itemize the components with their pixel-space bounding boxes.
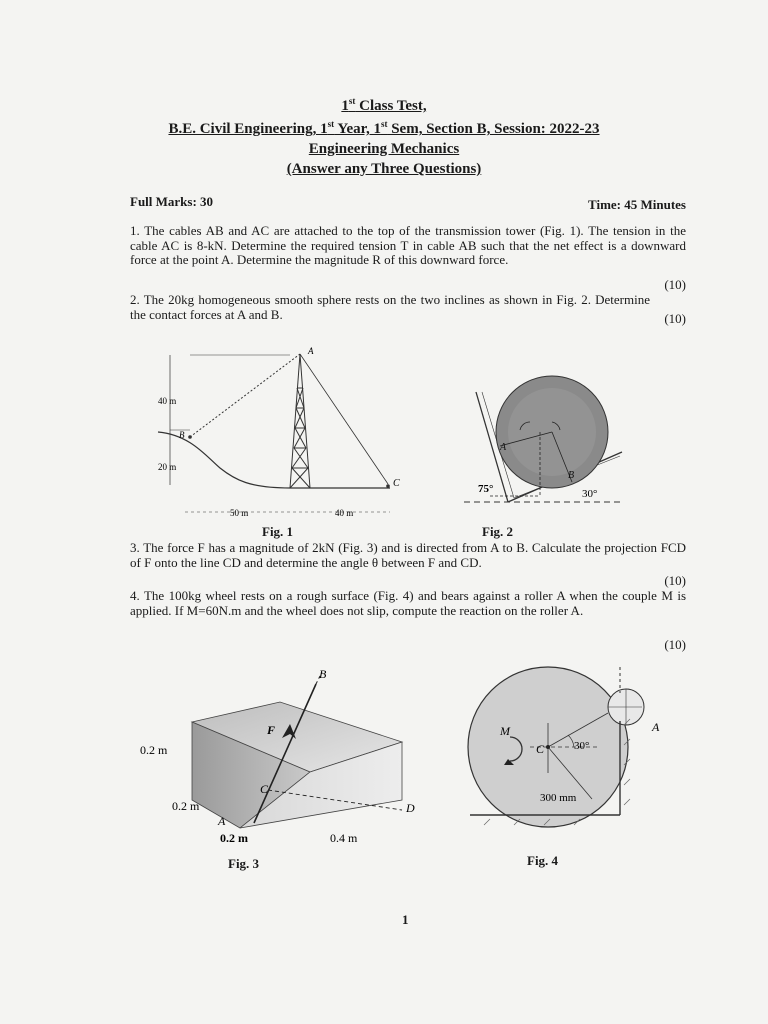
- fig3-label-width: 0.2 m: [220, 831, 248, 845]
- time-allowed: Time: 45 Minutes: [588, 197, 686, 212]
- fig4-label-30deg: 30°: [574, 740, 590, 752]
- course-line: B.E. Civil Engineering, 1st Year, 1st Sem, Section B, Session: 2022-23: [168, 119, 600, 137]
- question-4: 4. The 100kg wheel rests on a rough surface (Fig. 4) and bears against a roller A when the couple M is applied. If M=60N.m and the wheel does not slip, compute the reaction on the roller A.: [130, 588, 687, 618]
- fig4-caption: Fig. 4: [527, 853, 559, 868]
- fig2-label-75deg: 75°: [478, 483, 494, 495]
- fig4-label-a: A: [652, 720, 660, 734]
- fig1-tower-diagram: [150, 340, 410, 520]
- fig2-label-30deg: 30°: [582, 488, 598, 500]
- question-1-marks: (10): [664, 277, 686, 292]
- fig3-label-d: D: [406, 801, 415, 815]
- fig3-label-length: 0.4 m: [330, 831, 358, 845]
- fig2-sphere-diagram: [460, 370, 630, 520]
- fig4-label-radius: 300 mm: [540, 792, 577, 804]
- page-number: 1: [402, 912, 409, 927]
- fig2-caption: Fig. 2: [482, 524, 514, 539]
- question-2-marks: (10): [664, 311, 686, 326]
- fig2-label-b: B: [568, 470, 575, 481]
- fig4-label-m: M: [500, 724, 510, 738]
- fig4-label-c: C: [536, 742, 545, 756]
- question-3: 3. The force F has a magnitude of 2kN (Fig. 3) and is directed from A to B. Calculate the projection FCD of F onto the line CD and determine the angle θ between F and CD.: [130, 540, 687, 570]
- question-3-marks: (10): [664, 573, 686, 588]
- fig1-label-c: C: [393, 478, 400, 489]
- fig1-label-40m: 40 m: [158, 396, 177, 406]
- fig1-label-20m: 20 m: [158, 462, 177, 472]
- question-2: 2. The 20kg homogeneous smooth sphere rests on the two inclines as shown in Fig. 2. Determine the contact forces at A and B.: [130, 292, 651, 322]
- fig3-label-height: 0.2 m: [140, 743, 168, 757]
- fig1-caption: Fig. 1: [262, 524, 294, 539]
- question-4-marks: (10): [664, 637, 686, 652]
- fig2-label-a: A: [500, 442, 507, 453]
- fig3-label-a: A: [218, 814, 226, 828]
- fig3-label-f: F: [267, 723, 276, 737]
- fig3-block-diagram: [140, 660, 430, 860]
- fig1-label-50m: 50 m: [230, 508, 249, 518]
- subject-title: Engineering Mechanics: [308, 141, 460, 157]
- fig3-label-c: C: [260, 782, 269, 796]
- fig1-label-40m-base: 40 m: [335, 508, 354, 518]
- fig3-label-b: B: [319, 667, 327, 681]
- test-title: 1st Class Test,: [341, 96, 427, 114]
- fig1-label-b: B: [179, 430, 185, 440]
- fig3-caption: Fig. 3: [228, 856, 260, 871]
- fig4-wheel-diagram: [460, 655, 670, 855]
- fig1-label-a: A: [308, 346, 314, 356]
- full-marks: Full Marks: 30: [130, 194, 214, 209]
- instructions: (Answer any Three Questions): [286, 161, 482, 177]
- question-1: 1. The cables AB and AC are attached to the top of the transmission tower (Fig. 1). The tension in the cable AC is 8-kN. Determine the required tension T in cable AB such that the net effect is a downward force at the point A. Determine the magnitude R of this downward force.: [130, 223, 686, 267]
- fig3-label-depth: 0.2 m: [172, 799, 200, 813]
